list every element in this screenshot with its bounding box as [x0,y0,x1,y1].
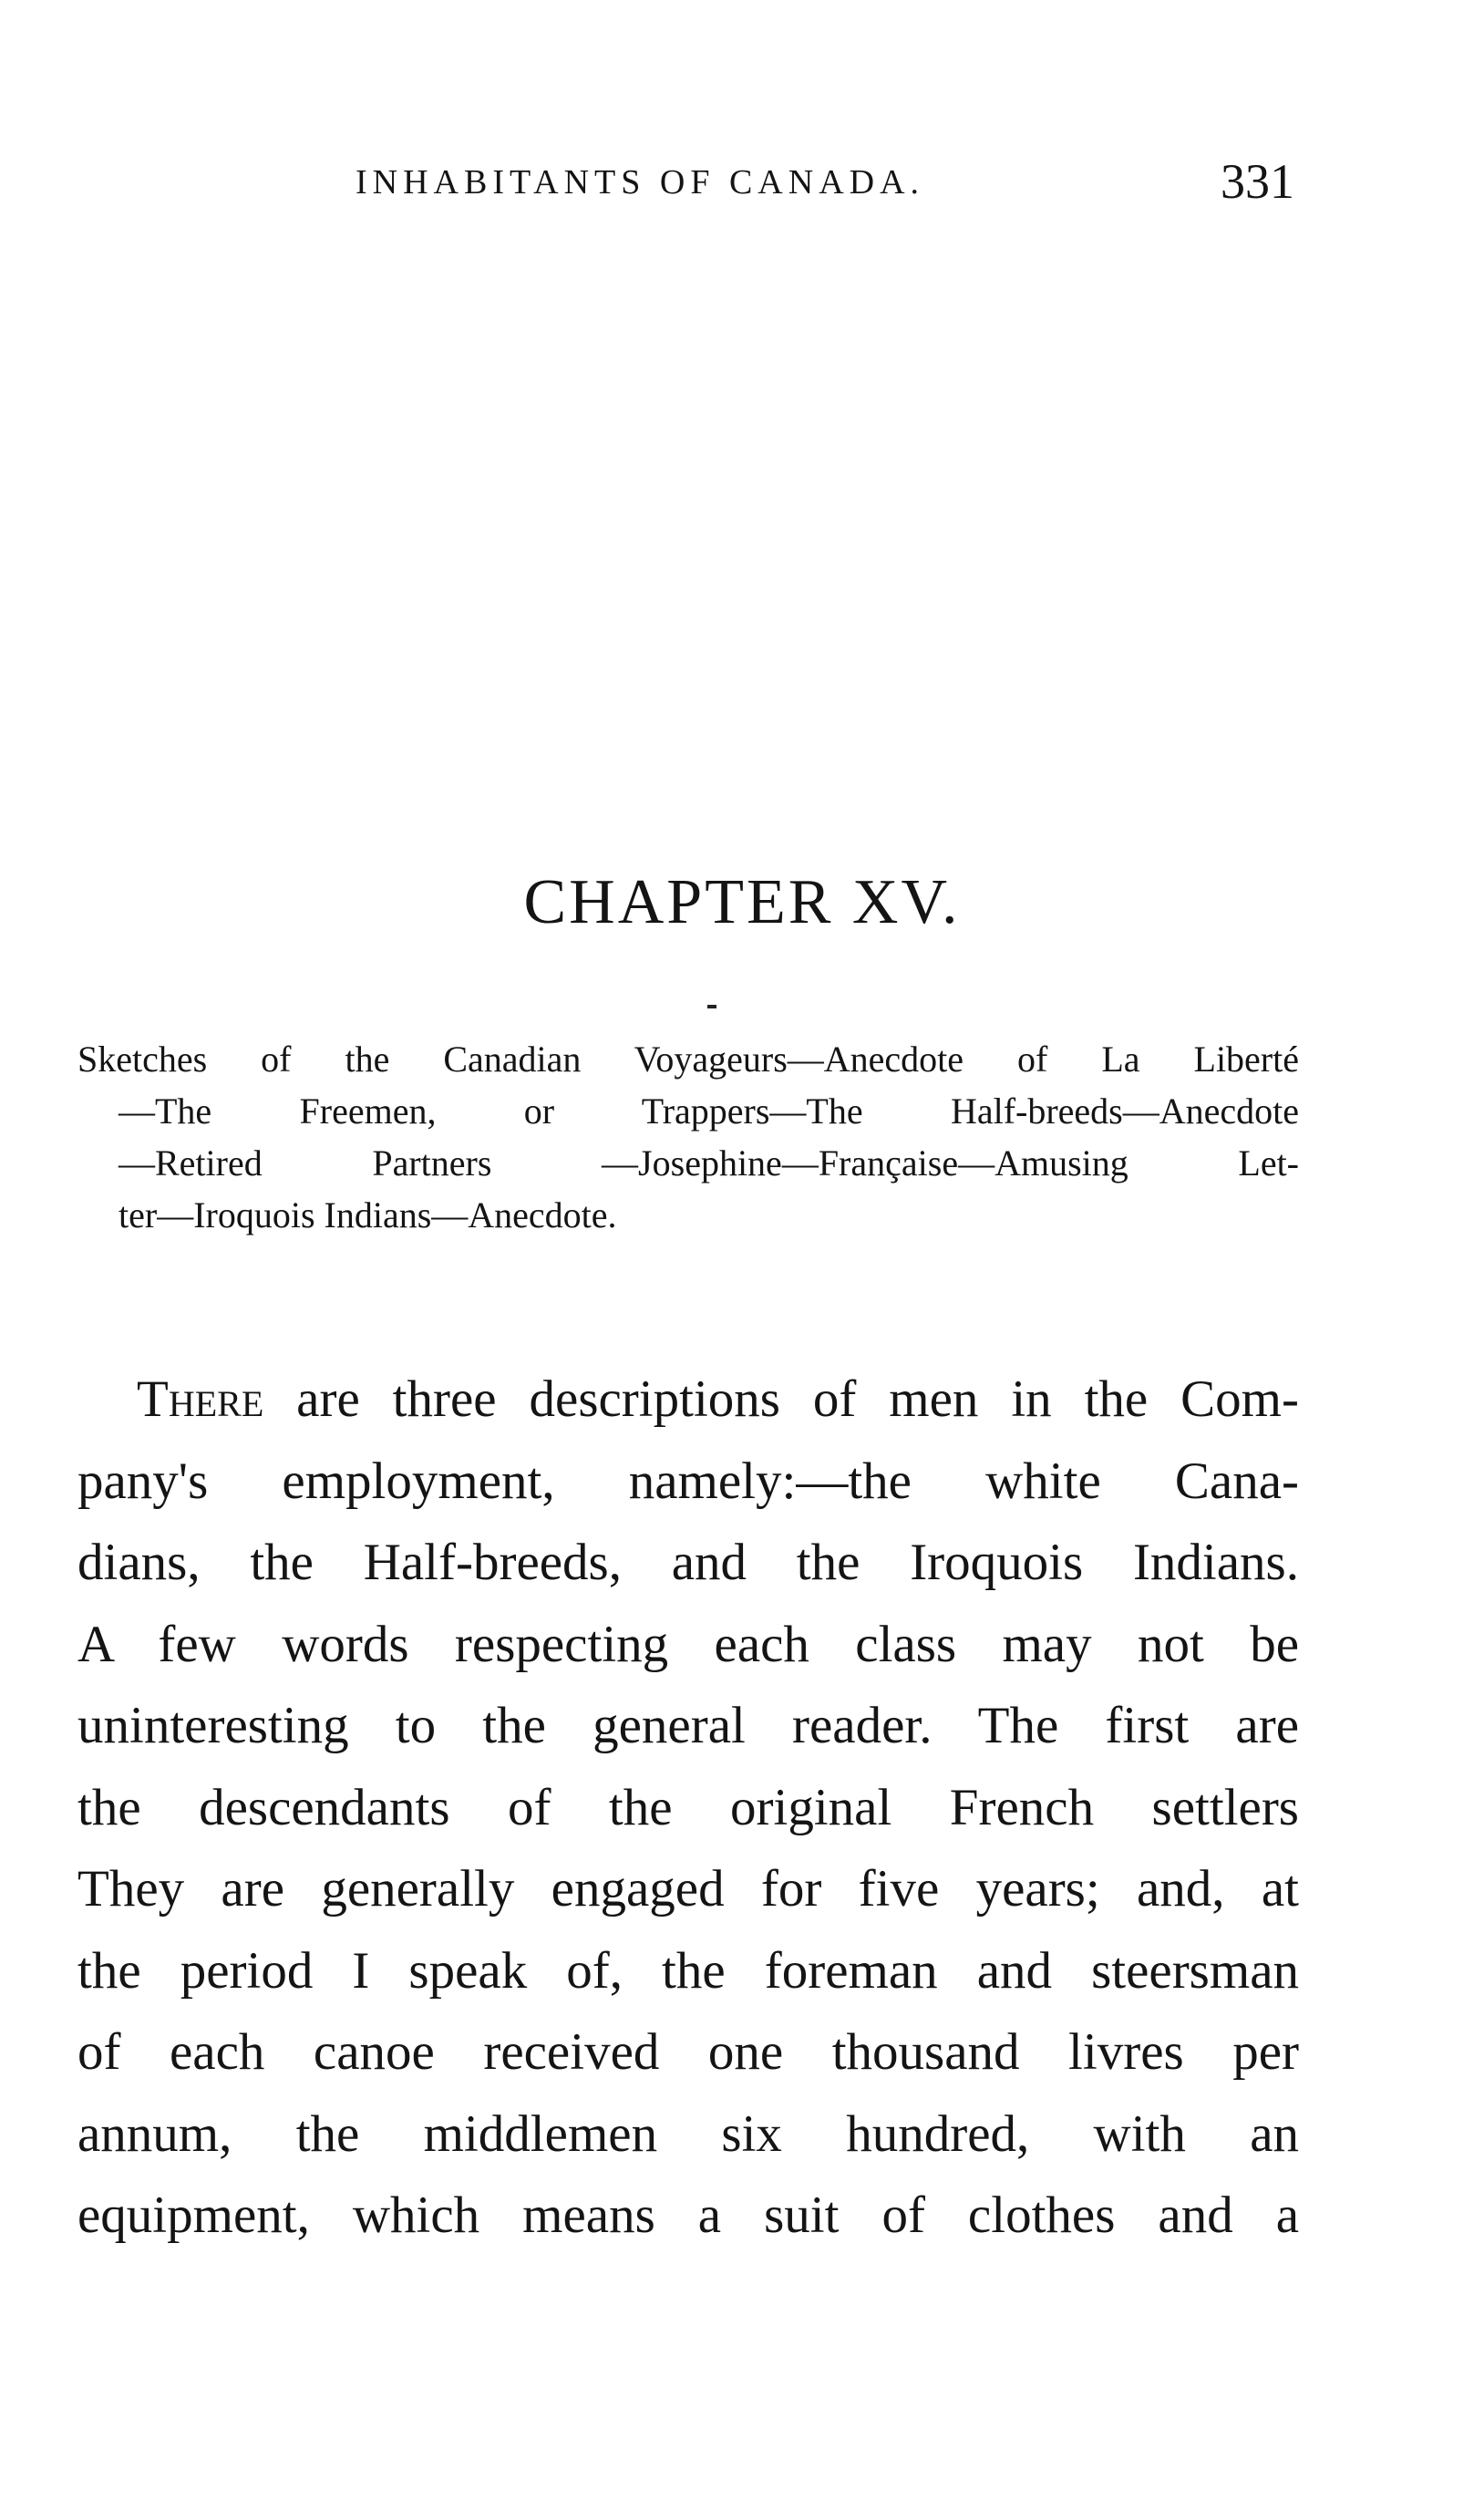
body-line: They are generally engaged for five years; and, at [77,1860,1299,1918]
body-line: A few words respecting each class may not be [77,1615,1299,1673]
body-line: of each canoe received one thousand livres per [77,2023,1299,2081]
opening-word: There [137,1370,264,1428]
body-line: the descendants of the original French settlers [77,1778,1299,1836]
first-line-text: are three descriptions of men in the Com- [263,1370,1299,1428]
summary-line: —Retired Partners —Josephine—Française—Amusing Let- [119,1142,1299,1184]
chapter-summary [77,1033,1299,1241]
running-title: INHABITANTS OF CANADA. [356,163,925,202]
body-line: pany's employment, namely:—the white Cana- [77,1452,1299,1510]
body-line: dians, the Half-breeds, and the Iroquois Indians. [77,1534,1299,1591]
page-number: 331 [1221,154,1294,209]
body-paragraph [77,1359,1299,2257]
summary-line: Sketches of the Canadian Voyageurs—Anecdote of La Liberté [77,1039,1299,1080]
summary-line: ter—Iroquois Indians—Anecdote. [119,1194,617,1235]
body-line: equipment, which means a suit of clothes and a [77,2186,1299,2244]
body-line: annum, the middlemen six hundred, with an [77,2104,1299,2163]
chapter-title: CHAPTER XV. [523,867,961,937]
chapter-divider [707,1005,716,1008]
body-line: the period I speak of, the foreman and steersman [77,1941,1299,2000]
running-head [356,154,1294,217]
summary-line: —The Freemen, or Trappers—The Half-breeds—Anecdote [119,1091,1299,1132]
body-line [77,1359,1299,1441]
body-line: uninteresting to the general reader. The first are [77,1697,1299,1754]
